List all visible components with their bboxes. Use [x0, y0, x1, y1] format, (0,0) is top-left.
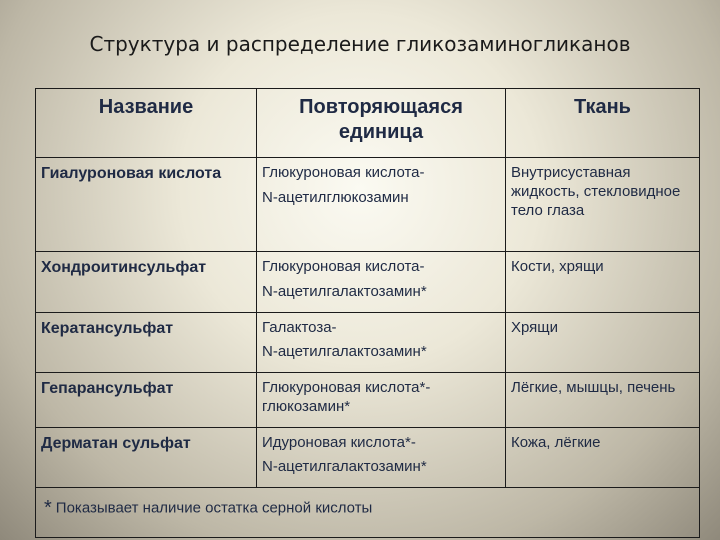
row-tissue: Лёгкие, мышцы, печень	[506, 373, 700, 428]
row-tissue: Хрящи	[506, 312, 700, 373]
header-unit: Повторяющаяся единица	[257, 89, 506, 158]
row-unit	[257, 312, 506, 373]
unit-line: Глюкуроновая кислота-	[262, 164, 425, 181]
header-tissue: Ткань	[506, 89, 700, 158]
table-row	[36, 373, 700, 428]
footnote	[36, 488, 700, 538]
unit-line: N-ацетилгалактозамин*	[262, 458, 427, 476]
row-name: Хондроитинсульфат	[36, 252, 257, 313]
table-row	[36, 312, 700, 373]
row-unit	[257, 158, 506, 252]
slide-title: Структура и распределение гликозаминогликанов	[89, 32, 631, 56]
header-name: Название	[36, 89, 257, 158]
table-row	[36, 158, 700, 252]
table-header-row	[36, 89, 700, 158]
row-name: Кератансульфат	[36, 312, 257, 373]
table-row	[36, 427, 700, 488]
row-tissue: Кости, хрящи	[506, 252, 700, 313]
table-row	[36, 252, 700, 313]
unit-line: N-ацетилгалактозамин*	[262, 282, 427, 300]
unit-line: Галактоза-	[262, 318, 337, 336]
row-unit	[257, 427, 506, 488]
row-name: Гиалуроновая кислота	[36, 158, 257, 252]
row-name: Дерматан сульфат	[36, 427, 257, 488]
unit-line: Глюкуроновая кислота*-глюкозамин*	[262, 379, 431, 415]
row-name: Гепарансульфат	[36, 373, 257, 428]
row-unit	[257, 373, 506, 428]
table-footnote-row	[36, 488, 700, 538]
unit-line: N-ацетилглюкозамин	[262, 188, 409, 206]
unit-line: Глюкуроновая кислота-	[262, 258, 425, 275]
row-tissue: Внутрисуставная жидкость, стекловидное тело глаза	[506, 158, 700, 252]
unit-line: Идуроновая кислота*-	[262, 433, 416, 451]
row-unit	[257, 252, 506, 313]
unit-line: N-ацетилгалактозамин*	[262, 343, 427, 361]
row-tissue: Кожа, лёгкие	[506, 427, 700, 488]
gag-table	[35, 88, 700, 538]
footnote-text: Показывает наличие остатка серной кислоты	[55, 499, 373, 517]
footnote-mark: *	[44, 497, 52, 519]
